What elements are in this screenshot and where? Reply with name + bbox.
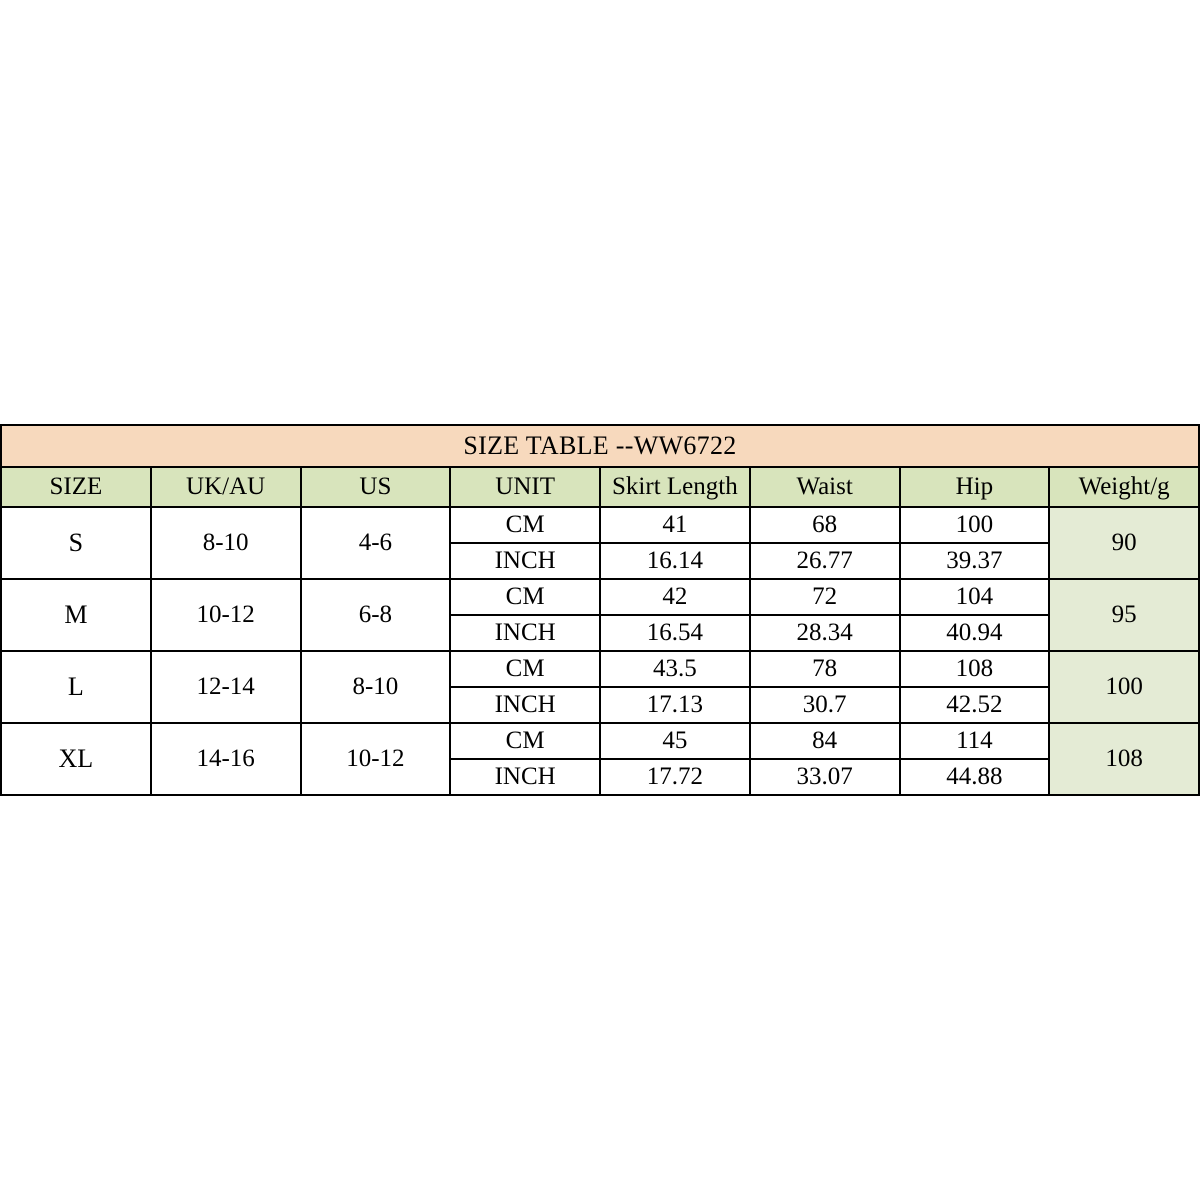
row-skirt-inch-l: 17.13 xyxy=(600,687,750,723)
header-ukau: UK/AU xyxy=(151,467,301,507)
row-unit-inch-m: INCH xyxy=(450,615,600,651)
row-unit-inch-l: INCH xyxy=(450,687,600,723)
header-weight: Weight/g xyxy=(1049,467,1199,507)
row-ukau-xl: 14-16 xyxy=(151,723,301,795)
row-hip-inch-xl: 44.88 xyxy=(900,759,1050,795)
row-waist-cm-xl: 84 xyxy=(750,723,900,759)
row-weight-m: 95 xyxy=(1049,579,1199,651)
row-waist-cm-s: 68 xyxy=(750,507,900,543)
row-hip-inch-s: 39.37 xyxy=(900,543,1050,579)
header-hip: Hip xyxy=(900,467,1050,507)
row-weight-l: 100 xyxy=(1049,651,1199,723)
row-waist-inch-xl: 33.07 xyxy=(750,759,900,795)
table-row xyxy=(1,507,1199,543)
size-table xyxy=(0,424,1200,796)
row-unit-inch-xl: INCH xyxy=(450,759,600,795)
row-skirt-inch-m: 16.54 xyxy=(600,615,750,651)
table-title-row xyxy=(1,425,1199,467)
row-hip-cm-xl: 114 xyxy=(900,723,1050,759)
row-waist-cm-m: 72 xyxy=(750,579,900,615)
row-size-l: L xyxy=(1,651,151,723)
row-unit-cm-s: CM xyxy=(450,507,600,543)
row-ukau-l: 12-14 xyxy=(151,651,301,723)
row-hip-cm-l: 108 xyxy=(900,651,1050,687)
header-size: SIZE xyxy=(1,467,151,507)
table-header-row xyxy=(1,467,1199,507)
row-us-l: 8-10 xyxy=(301,651,451,723)
row-weight-s: 90 xyxy=(1049,507,1199,579)
row-hip-cm-s: 100 xyxy=(900,507,1050,543)
row-hip-cm-m: 104 xyxy=(900,579,1050,615)
row-us-s: 4-6 xyxy=(301,507,451,579)
row-skirt-cm-l: 43.5 xyxy=(600,651,750,687)
row-skirt-cm-m: 42 xyxy=(600,579,750,615)
header-us: US xyxy=(301,467,451,507)
header-skirt-length: Skirt Length xyxy=(600,467,750,507)
row-skirt-cm-s: 41 xyxy=(600,507,750,543)
row-skirt-cm-xl: 45 xyxy=(600,723,750,759)
row-size-s: S xyxy=(1,507,151,579)
row-unit-inch-s: INCH xyxy=(450,543,600,579)
table-row xyxy=(1,579,1199,615)
row-ukau-m: 10-12 xyxy=(151,579,301,651)
row-waist-cm-l: 78 xyxy=(750,651,900,687)
row-us-m: 6-8 xyxy=(301,579,451,651)
row-skirt-inch-xl: 17.72 xyxy=(600,759,750,795)
row-weight-xl: 108 xyxy=(1049,723,1199,795)
header-waist: Waist xyxy=(750,467,900,507)
row-hip-inch-l: 42.52 xyxy=(900,687,1050,723)
size-table-container xyxy=(0,424,1200,796)
row-unit-cm-m: CM xyxy=(450,579,600,615)
row-waist-inch-s: 26.77 xyxy=(750,543,900,579)
row-unit-cm-l: CM xyxy=(450,651,600,687)
row-size-xl: XL xyxy=(1,723,151,795)
table-title: SIZE TABLE --WW6722 xyxy=(1,425,1199,467)
row-skirt-inch-s: 16.14 xyxy=(600,543,750,579)
row-us-xl: 10-12 xyxy=(301,723,451,795)
table-row xyxy=(1,651,1199,687)
row-waist-inch-m: 28.34 xyxy=(750,615,900,651)
row-size-m: M xyxy=(1,579,151,651)
row-waist-inch-l: 30.7 xyxy=(750,687,900,723)
table-row xyxy=(1,723,1199,759)
row-hip-inch-m: 40.94 xyxy=(900,615,1050,651)
row-ukau-s: 8-10 xyxy=(151,507,301,579)
row-unit-cm-xl: CM xyxy=(450,723,600,759)
header-unit: UNIT xyxy=(450,467,600,507)
